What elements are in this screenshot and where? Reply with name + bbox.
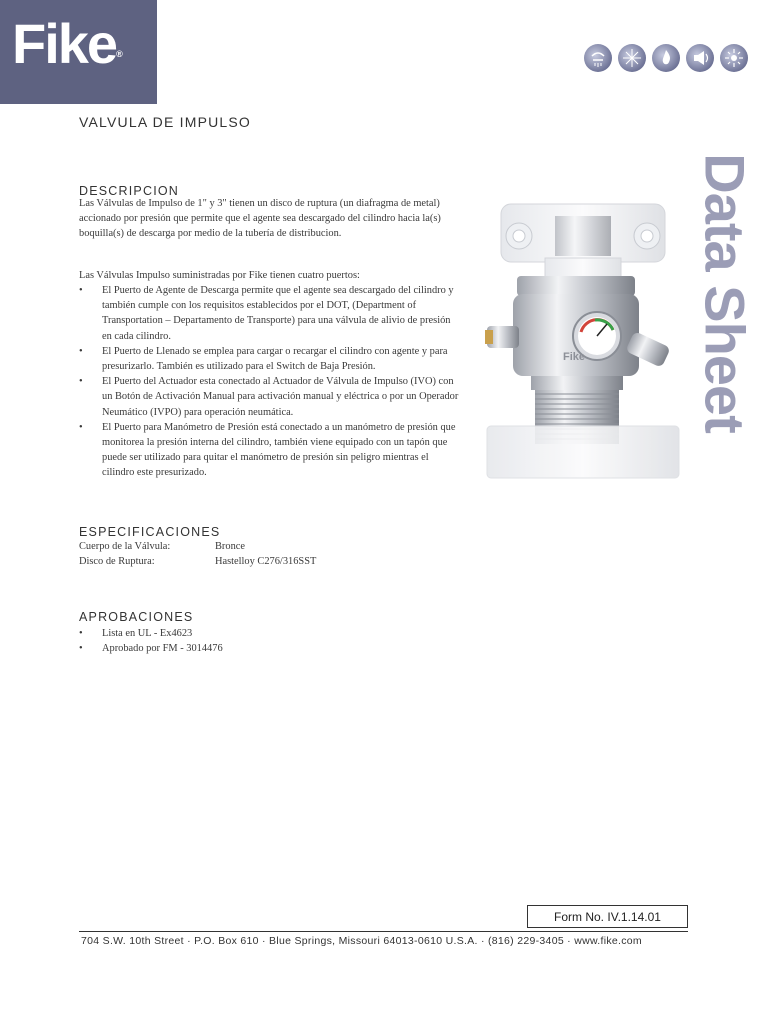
logo-text: Fike: [12, 12, 117, 75]
aprobaciones-heading: APROBACIONES: [79, 610, 194, 624]
descripcion-heading: DESCRIPCION: [79, 184, 180, 198]
spec-value: Hastelloy C276/316SST: [215, 556, 317, 567]
spec-row: [79, 539, 245, 554]
fike-logo: [0, 0, 157, 104]
spec-value: Bronce: [215, 541, 246, 552]
list-item: • El Puerto de Llenado se emplea para cargar o recargar el cilindro con agente y para presurizarlo. También es utilizado para el Switch de Baja Presión.: [79, 344, 459, 374]
list-item: • Lista en UL - Ex4623: [79, 626, 459, 641]
vertical-title-text: Data Sheet: [693, 153, 757, 433]
footer-divider: [79, 931, 688, 932]
spec-label: Cuerpo de la Válvula:: [79, 541, 171, 552]
page-title: VALVULA DE IMPULSO: [79, 114, 252, 130]
valve-logo-text: Fike: [563, 351, 586, 363]
form-number: Form No. IV.1.14.01: [527, 905, 688, 928]
list-item: • El Puerto del Actuador esta conectado al Actuador de Válvula de Impulso (IVO) con un Botón de Activación Manual para activación manual y eléctrica o por un Operador Neumático (IVPO) para operación neumática.: [79, 374, 459, 420]
product-icons: [584, 44, 748, 78]
footer-address: 704 S.W. 10th Street · P.O. Box 610 · Blue Springs, Missouri 64013-0610 U.S.A. · (816) 229-3405 · www.fike.com: [81, 935, 642, 947]
logo-wordmark: [12, 14, 123, 74]
list-item: • El Puerto de Agente de Descarga permite que el agente sea descargado del cilindro y también cumple con los requisitos establecidos por el DOT, (Department of Transportation – Departamento de Transporte) para una válvula de alivio de presión en cada cilindro.: [79, 283, 459, 344]
descripcion-paragraph-1: Las Válvulas de Impulso de 1" y 3" tienen un disco de ruptura (un diafragma de metal) accionado por presión que permite que el agente sea descargado del cilindro hacia la(s) boquilla(s) de descarga por medio de la tubería de distribucion.: [79, 198, 441, 239]
especificaciones-heading: ESPECIFICACIONES: [79, 525, 221, 539]
registered-mark: ®: [116, 49, 123, 59]
impulse-valve-image: [483, 196, 683, 480]
smoke-detector-icon: [584, 44, 612, 72]
spec-label: Disco de Ruptura:: [79, 556, 155, 567]
ports-list: [79, 283, 459, 481]
descripcion-paragraph-2: Las Válvulas Impulso suministradas por Fike tienen cuatro puertos:: [79, 270, 360, 281]
list-item: • Aprobado por FM - 3014476: [79, 641, 459, 656]
spec-row: [79, 554, 316, 569]
horn-icon: [686, 44, 714, 72]
data-sheet-vertical-title: [693, 118, 757, 468]
approvals-list: [79, 626, 459, 656]
flame-icon: [652, 44, 680, 72]
sparkle-icon: [720, 44, 748, 72]
list-item: • El Puerto para Manómetro de Presión está conectado a un manómetro de presión que monitorea la presión interna del cilindro, también viene equipado con un tapón que puede ser utilizado para quitar el manómetro de presión sin peligro mientras el cilindro este presurizado.: [79, 420, 459, 481]
starburst-icon: [618, 44, 646, 72]
